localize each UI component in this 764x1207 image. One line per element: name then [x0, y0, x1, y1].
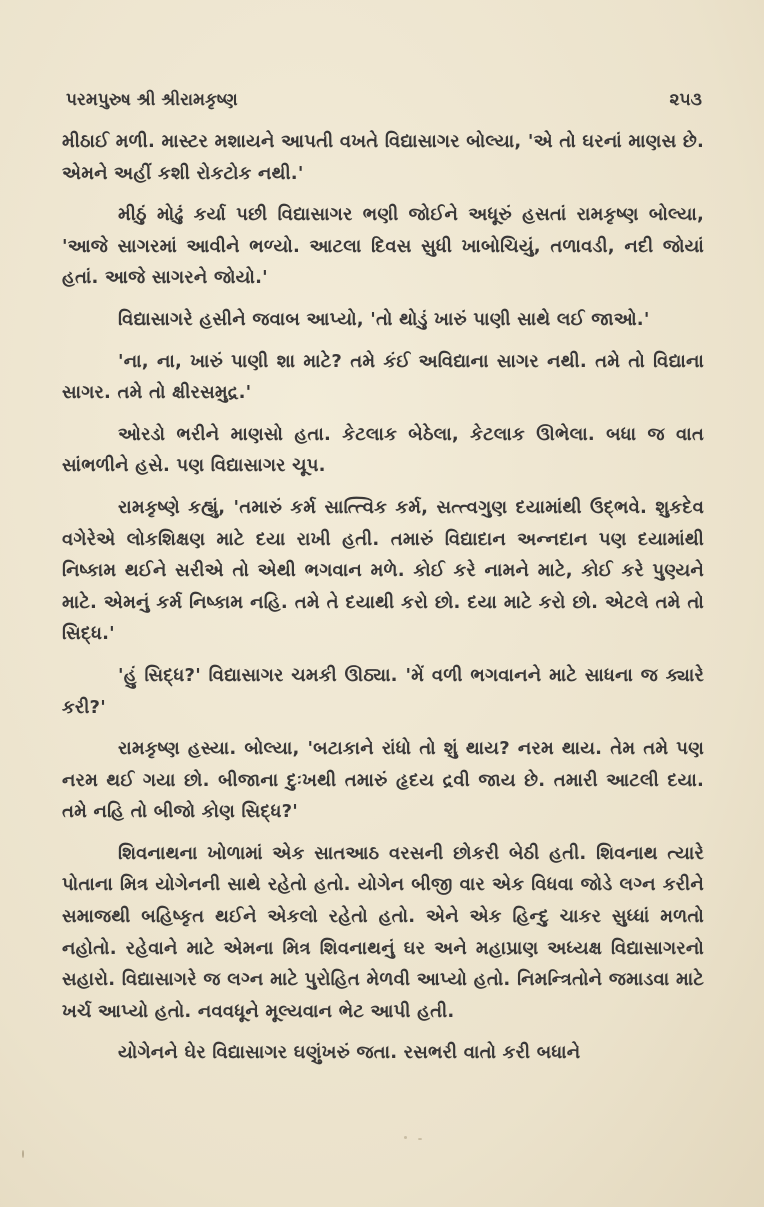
paragraph-9: શિવનાથના ખોળામાં એક સાતઆઠ વરસની છોકરી બેઠી હતી. શિવનાથ ત્યારે પોતાના મિત્ર યોગેનની સાથે રહેતો હતો. યોગેન બીજી વાર એક વિધવા જોડે લગ્ન કરીને સમાજથી બહિષ્કૃત થઈને એકલો રહેતો હતો. એને એક હિન્દુ ચાકર સુધ્ધાં મળતો નહોતો. રહેવાને માટે એમના મિત્ર શિવનાથનું ઘર અને મહાપ્રાણ અધ્યક્ષ વિદ્યાસાગરનો સહારો. વિદ્યાસાગરે જ લગ્ન માટે પુરોહિત મેળવી આપ્યો હતો. નિમન્ત્રિતોને જમાડવા માટે ખર્ચ આપ્યો હતો. નવવધૂને મૂલ્યવાન ભેટ આપી હતી.	[62, 842, 704, 1022]
paragraph-2: મીઠું મોઢું કર્યા પછી વિદ્યાસાગર ભણી જોઈને અધૂરું હસતાં રામકૃષ્ણ બોલ્યા, 'આજે સાગરમાં આવીને ભળ્યો. આટલા દિવસ સુધી ખાબોચિયું, તળાવડી, નદી જોયાં હતાં. આજે સાગરને જોયો.'	[62, 204, 704, 289]
paper-mark	[22, 1150, 24, 1158]
paragraph-4: 'ના, ના, ખારું પાણી શા માટે? તમે કંઈ અવિદ્યાના સાગર નથી. તમે તો વિદ્યાના સાગર. તમે તો ક્ષીરસમુદ્ર.'	[62, 350, 704, 404]
paragraph-8: રામકૃષ્ણ હસ્યા. બોલ્યા, 'બટાકાને રાંધો તો શું થાય? નરમ થાય. તેમ તમે પણ નરમ થઈ ગયા છો. બીજાના દુઃખથી તમારું હૃદય દ્રવી જાય છે. તમારી આટલી દયા. તમે નહિ તો બીજો કોણ સિદ્ધ?'	[62, 738, 704, 823]
paragraph-5: ઓરડો ભરીને માણસો હતા. કેટલાક બેઠેલા, કેટલાક ઊભેલા. બધા જ વાત સાંભળીને હસે. પણ વિદ્યાસાગર ચૂપ.	[62, 423, 704, 477]
page-header	[66, 86, 702, 114]
paragraph-6: રામકૃષ્ણે કહ્યું, 'તમારું કર્મ સાત્ત્વિક કર્મ, સત્ત્વગુણ દયામાંથી ઉદ્ભવે. શુકદેવ વગેરેએ લોકશિક્ષણ માટે દયા રાખી હતી. તમારું વિદ્યાદાન અન્નદાન પણ દયામાંથી નિષ્કામ થઈને સરીએ તો એથી ભગવાન મળે. કોઈ કરે નામને માટે, કોઈ કરે પુણ્યને માટે. એમનું કર્મ નિષ્કામ નહિ. તમે તે દયાથી કરો છો. દયા માટે કરો છો. એટલે તમે તો સિદ્ધ.'	[62, 496, 704, 645]
paper-speck	[418, 1138, 422, 1140]
body-text	[62, 126, 704, 1079]
paragraph-10: યોગેનને ઘેર વિદ્યાસાગર ઘણુંખરું જતા. રસભરી વાતો કરી બધાને	[118, 1042, 581, 1064]
paragraph-3: વિદ્યાસાગરે હસીને જવાબ આપ્યો, 'તો થોડું ખારું પાણી સાથે લઈ જાઓ.'	[118, 308, 650, 330]
paper-speck	[404, 1136, 407, 1139]
running-title: પરમપુરુષ શ્રી શ્રીરામકૃષ્ણ	[66, 90, 238, 110]
paragraph-1: મીઠાઈ મળી. માસ્ટર મશાયને આપતી વખતે વિદ્યાસાગર બોલ્યા, 'એ તો ઘરનાં માણસ છે. એમને અહીં કશી રોકટોક નથી.'	[62, 131, 704, 184]
paragraph-7: 'હું સિદ્ધ?' વિદ્યાસાગર ચમકી ઊઠ્યા. 'મેં વળી ભગવાનને માટે સાધના જ ક્યારે કરી?'	[62, 664, 704, 718]
page-number: ૨૫૩	[669, 90, 702, 110]
